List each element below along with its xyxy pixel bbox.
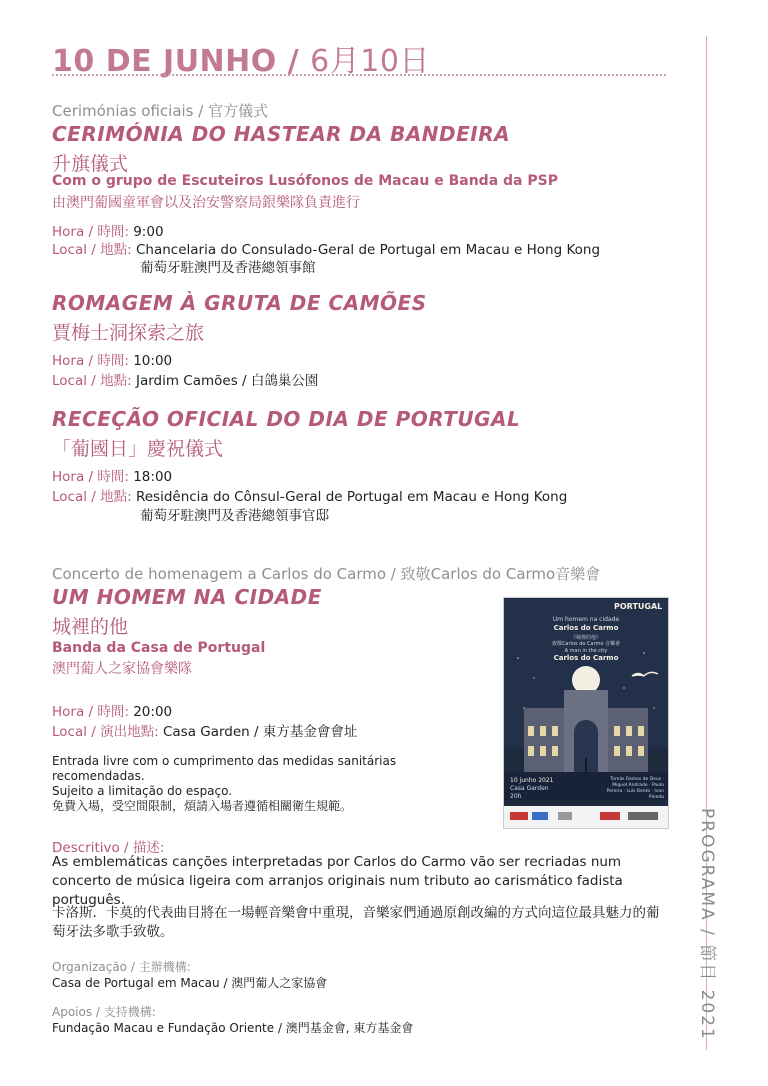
local-label: Local / 地點: [52,489,132,505]
poster-line1: Um homem na cidade [552,616,620,623]
event-local-rececao [52,485,567,505]
apoio-label: Apoios / 支持機構: [52,1005,156,1019]
local-label: Local / 地點: [52,373,132,389]
event-title-camoes: ROMAGEM À GRUTA DE CAMÕES [52,291,427,315]
dotted-divider [52,74,666,76]
category-official: Cerimónias oficiais / 官方儀式 [52,102,269,120]
poster-line2: Carlos do Carmo [553,624,619,632]
poster-credits: Tomás Ramos de Deus · Miguel Andrade · Paulo Pereira · Luís Bento · Ivan Pineda [606,777,664,800]
poster-line3: 《城裡的他》 [570,635,601,641]
event-hora-concert [52,700,172,720]
event-sub-concert-cn: 澳門葡人之家協會樂隊 [52,661,192,677]
event-sub-flag-cn: 由澳門葡國童軍會以及治安警察局銀樂隊負責進行 [52,195,360,211]
event-sub-concert: Banda da Casa de Portugal [52,640,266,656]
event-local-rececao-cn: 葡萄牙駐澳門及香港總領事官邸 [140,508,329,524]
org-value: Casa de Portugal em Macau / 澳門葡人之家協會 [52,976,328,990]
moon-icon [572,666,600,694]
event-title-rececao-cn: 「葡國日」慶祝儀式 [52,438,224,460]
hora-value: 9:00 [133,224,164,240]
hora-value: 20:00 [133,704,173,720]
poster-line6: Carlos do Carmo [553,654,619,662]
local-value: Residência do Cônsul-Geral de Portugal em Macau e Hong Kong [135,489,568,505]
event-title-concert-cn: 城裡的他 [52,616,129,638]
hora-label: Hora / 時間: [52,704,129,720]
poster-line4: 致敬Carlos do Carmo 音樂會 [551,641,621,647]
event-local-concert [52,720,357,740]
event-title-concert: UM HOMEM NA CIDADE [52,585,322,609]
note-line-1: Entrada livre com o cumprimento das medidas sanitárias recomendadas. [52,754,397,783]
event-hora-rececao [52,465,172,485]
hora-label: Hora / 時間: [52,353,129,369]
poster-line5: A man in the city [564,648,608,654]
event-local-camoes [52,369,318,389]
event-title-flag: CERIMÓNIA DO HASTEAR DA BANDEIRA [52,122,511,146]
poster-date: 10 junho 2021 [510,777,554,784]
category-concert: Concerto de homenagem a Carlos do Carmo / 致敬Carlos do Carmo音樂會 [52,565,601,583]
poster-time: 20h [510,793,522,800]
note-line-3: 免費入場，受空間限制，煩請入場者遵循相關衛生規範。 [52,799,353,813]
event-title-flag-cn: 升旗儀式 [52,153,129,175]
poster-brand: PORTUGAL [614,602,663,611]
event-hora-flag [52,220,164,240]
entry-note [52,754,492,814]
apoio-value: Fundação Macau e Fundação Oriente / 澳門基金會, 東方基金會 [52,1021,414,1035]
org-label: Organização / 主辦機構: [52,960,191,974]
hora-label: Hora / 時間: [52,469,129,485]
date-cn: 6月10日 [310,44,430,79]
desc-pt: As emblemáticas canções interpretadas por Carlos do Carmo vão ser recriadas num concerto de música ligeira com arranjos originais num tributo ao carismático fadista português. [52,854,623,908]
local-label: Local / 地點: [52,242,132,258]
desc-label: Descritivo / 描述: [52,840,165,856]
local-value: Jardim Camões / 白鴿巢公園 [135,373,319,389]
event-sub-flag: Com o grupo de Escuteiros Lusófonos de Macau e Banda da PSP [52,173,558,189]
event-title-camoes-cn: 賈梅士洞探索之旅 [52,322,205,344]
event-local-flag [52,238,600,258]
sidebar-text: PROGRAMA / 節目 2021 [697,808,717,1041]
local-value: Chancelaria do Consulado-Geral de Portugal em Macau e Hong Kong [135,242,601,258]
hora-label: Hora / 時間: [52,224,129,240]
sidebar-label [697,808,744,1058]
event-local-flag-cn: 葡萄牙駐澳門及香港總領事館 [140,260,316,276]
poster-venue: Casa Garden [510,785,549,792]
desc-cn: 卡洛斯．卡莫的代表曲目將在一場輕音樂會中重現，音樂家們通過原創改編的方式向這位最具魅力的葡萄牙法多歌手致敬。 [52,905,660,940]
hora-value: 18:00 [133,469,173,485]
hora-value: 10:00 [133,353,173,369]
local-value: Casa Garden / 東方基金會會址 [162,724,358,740]
note-line-2: Sujeito a limitação do espaço. [52,784,233,798]
event-title-rececao: RECEÇÃO OFICIAL DO DIA DE PORTUGAL [52,407,521,431]
date-pt: 10 DE JUNHO / [52,44,300,79]
event-hora-camoes [52,349,172,369]
local-label: Local / 演出地點: [52,724,159,740]
concert-poster [503,597,669,829]
